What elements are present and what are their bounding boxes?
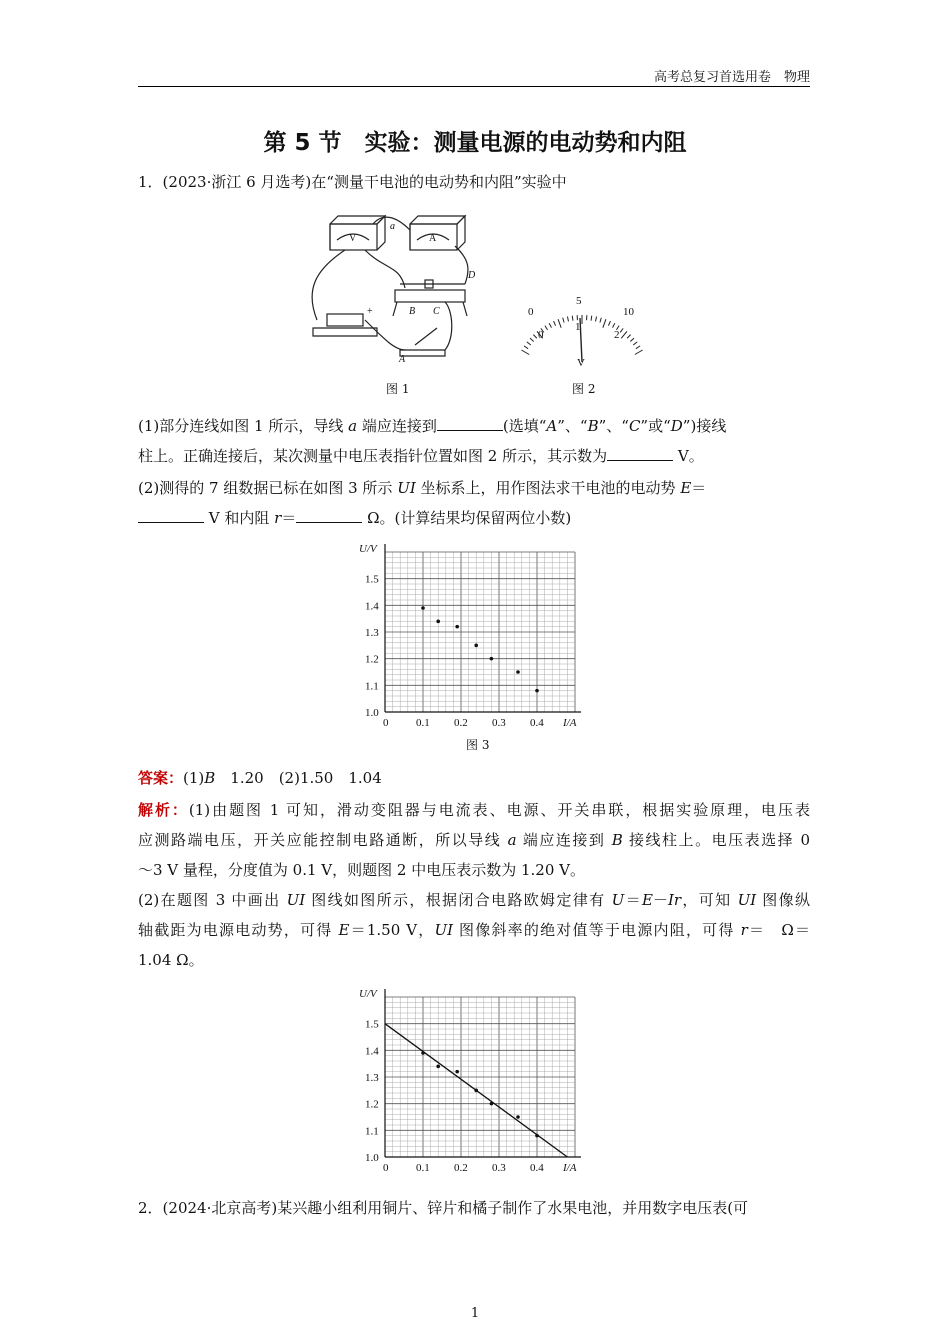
dial-tick	[572, 316, 573, 321]
answer-blank-4[interactable]	[296, 508, 362, 523]
y-tick-label: 1.1	[365, 680, 379, 693]
answer-fit-chart	[340, 985, 600, 1175]
x-axis-label: I/A	[563, 717, 577, 729]
dial-tick	[558, 319, 561, 327]
dial-top-10: 10	[623, 306, 634, 318]
dial-tick	[567, 317, 568, 322]
dial-tick	[521, 350, 529, 355]
y-tick-label: 1.2	[365, 1098, 379, 1111]
question-1-stem: 1．(2023·浙江 6 月选考)在“测量干电池的电动势和内阻”实验中	[138, 173, 567, 191]
dial-tick	[620, 328, 623, 332]
analysis-line-4: (2)在题图 3 中画出 UI 图线如图所示，根据闭合电路欧姆定律有 U＝E－Ir，可知 UI 图像纵	[138, 891, 810, 909]
data-point	[474, 1089, 478, 1093]
figure-1-circuit	[305, 210, 505, 370]
answer-line: 答案：(1)B 1.20 (2)1.50 1.04	[138, 769, 382, 787]
q1-part2-line2: V 和内阻 r＝ Ω。(计算结果均保留两位小数)	[138, 508, 810, 528]
data-point	[535, 689, 539, 693]
dial-tick	[603, 319, 606, 327]
figure-3-caption: 图 3	[466, 738, 490, 752]
dial-tick	[533, 335, 536, 339]
x-tick-label: 0.2	[454, 1162, 468, 1174]
analysis-line-6: 1.04 Ω。	[138, 951, 204, 969]
dial-tick	[524, 346, 528, 349]
dial-tick	[554, 321, 556, 326]
fig1-label-A-switch: A	[399, 354, 406, 365]
dial-bottom-0: 0	[538, 329, 544, 341]
dial-bottom-1: 1	[575, 321, 581, 333]
fig1-label-a: a	[390, 221, 395, 232]
x-tick-label: 0	[383, 717, 389, 729]
y-tick-label: 1.5	[365, 573, 379, 586]
dial-tick	[608, 321, 610, 326]
x-tick-label: 0.1	[416, 1162, 430, 1174]
dial-tick	[527, 342, 531, 345]
answer-blank-1[interactable]	[437, 416, 503, 431]
analysis-line-1: 解析：(1)由题图 1 可知，滑动变阻器与电流表、电源、开关串联，根据实验原理，电压表	[138, 801, 810, 819]
data-point	[516, 670, 520, 674]
analysis-line-3: ～3 V 量程，分度值为 0.1 V，则题图 2 中电压表示数为 1.20 V。	[138, 861, 585, 879]
data-point	[474, 644, 478, 648]
dial-tick	[635, 350, 643, 355]
dial-tick	[549, 323, 551, 327]
figure-2-caption: 图 2	[572, 382, 596, 396]
data-point	[421, 606, 425, 610]
y-tick-label: 1.5	[365, 1018, 379, 1031]
dial-tick	[613, 323, 615, 327]
y-tick-label: 1.4	[365, 1045, 379, 1058]
dial-tick	[545, 326, 548, 330]
q1-part2-line1: (2)测得的 7 组数据已标在如图 3 所示 UI 坐标系上，用作图法求干电池的电动势 E＝	[138, 479, 707, 497]
dial-tick	[636, 346, 640, 349]
fig1-label-D: D	[468, 270, 476, 281]
figure-1-caption: 图 1	[386, 382, 410, 396]
fig1-label-ammeter: A	[429, 233, 437, 244]
answer-blank-2[interactable]	[607, 446, 673, 461]
x-tick-label: 0.2	[454, 717, 468, 729]
dial-tick	[633, 342, 637, 345]
y-axis-label: U/V	[359, 543, 377, 555]
fig1-label-C: C	[433, 306, 440, 317]
data-point	[455, 1070, 459, 1074]
y-tick-label: 1.4	[365, 600, 379, 613]
dial-tick	[530, 338, 534, 341]
analysis-line-2: 应测路端电压，开关应能控制电路通断，所以导线 a 端应连接到 B 接线柱上。电压表选择 0	[138, 831, 810, 849]
dial-tick	[621, 331, 627, 338]
figure-3-chart	[340, 540, 600, 730]
x-tick-label: 0.3	[492, 717, 506, 729]
data-point	[455, 625, 459, 629]
dial-top-0: 0	[528, 306, 534, 318]
x-tick-label: 0.4	[530, 1162, 544, 1174]
data-point	[436, 1065, 440, 1069]
figure-2-dial	[520, 290, 645, 370]
y-tick-label: 1.2	[365, 653, 379, 666]
y-tick-label: 1.3	[365, 627, 379, 639]
y-axis-label: U/V	[359, 988, 377, 1000]
section-title: 第 5 节 实验：测量电源的电动势和内阻	[263, 130, 687, 156]
dial-bottom-2: 2	[614, 329, 620, 341]
header-rule	[138, 86, 810, 88]
x-axis-label: I/A	[563, 1162, 577, 1174]
y-tick-label: 1.3	[365, 1072, 379, 1084]
y-tick-label: 1.0	[365, 707, 379, 719]
analysis-line-5: 轴截距为电源电动势，可得 E＝1.50 V，UI 图像斜率的绝对值等于电源内阻，可得 r＝ Ω＝	[138, 921, 811, 939]
page-header: 高考总复习首选用卷 物理	[653, 70, 810, 85]
fig1-label-plus: +	[367, 306, 373, 317]
data-point	[421, 1051, 425, 1055]
answer-blank-3[interactable]	[138, 508, 204, 523]
x-tick-label: 0.3	[492, 1162, 506, 1174]
fig1-label-B: B	[409, 306, 416, 317]
x-tick-label: 0	[383, 1162, 389, 1174]
data-point	[490, 1102, 494, 1106]
x-tick-label: 0.1	[416, 717, 430, 729]
question-2-stem: 2．(2024·北京高考)某兴趣小组利用铜片、锌片和橘子制作了水果电池，并用数字电压表(可	[138, 1199, 749, 1217]
x-tick-label: 0.4	[530, 717, 544, 729]
y-tick-label: 1.1	[365, 1125, 379, 1138]
dial-tick	[591, 316, 592, 321]
q1-part1-line2: 柱上。正确连接后，某次测量中电压表指针位置如图 2 所示，其示数为 V。	[138, 447, 704, 465]
y-tick-label: 1.0	[365, 1152, 379, 1164]
dial-tick	[600, 318, 601, 323]
dial-tick	[563, 318, 564, 323]
data-point	[535, 1134, 539, 1138]
dial-unit: V	[577, 357, 585, 369]
data-point	[436, 620, 440, 624]
dial-tick	[596, 317, 597, 322]
page-number: 1	[470, 1306, 480, 1321]
data-point	[490, 657, 494, 661]
data-point	[516, 1115, 520, 1119]
dial-tick	[627, 335, 630, 339]
fig1-label-voltmeter: V	[349, 233, 357, 244]
dial-top-5: 5	[576, 295, 582, 307]
q1-part1-line1: (1)部分连线如图 1 所示，导线 a 端应连接到 (选填“A”、“B”、“C”或“D”)接线	[138, 417, 727, 435]
dial-tick	[630, 338, 634, 341]
